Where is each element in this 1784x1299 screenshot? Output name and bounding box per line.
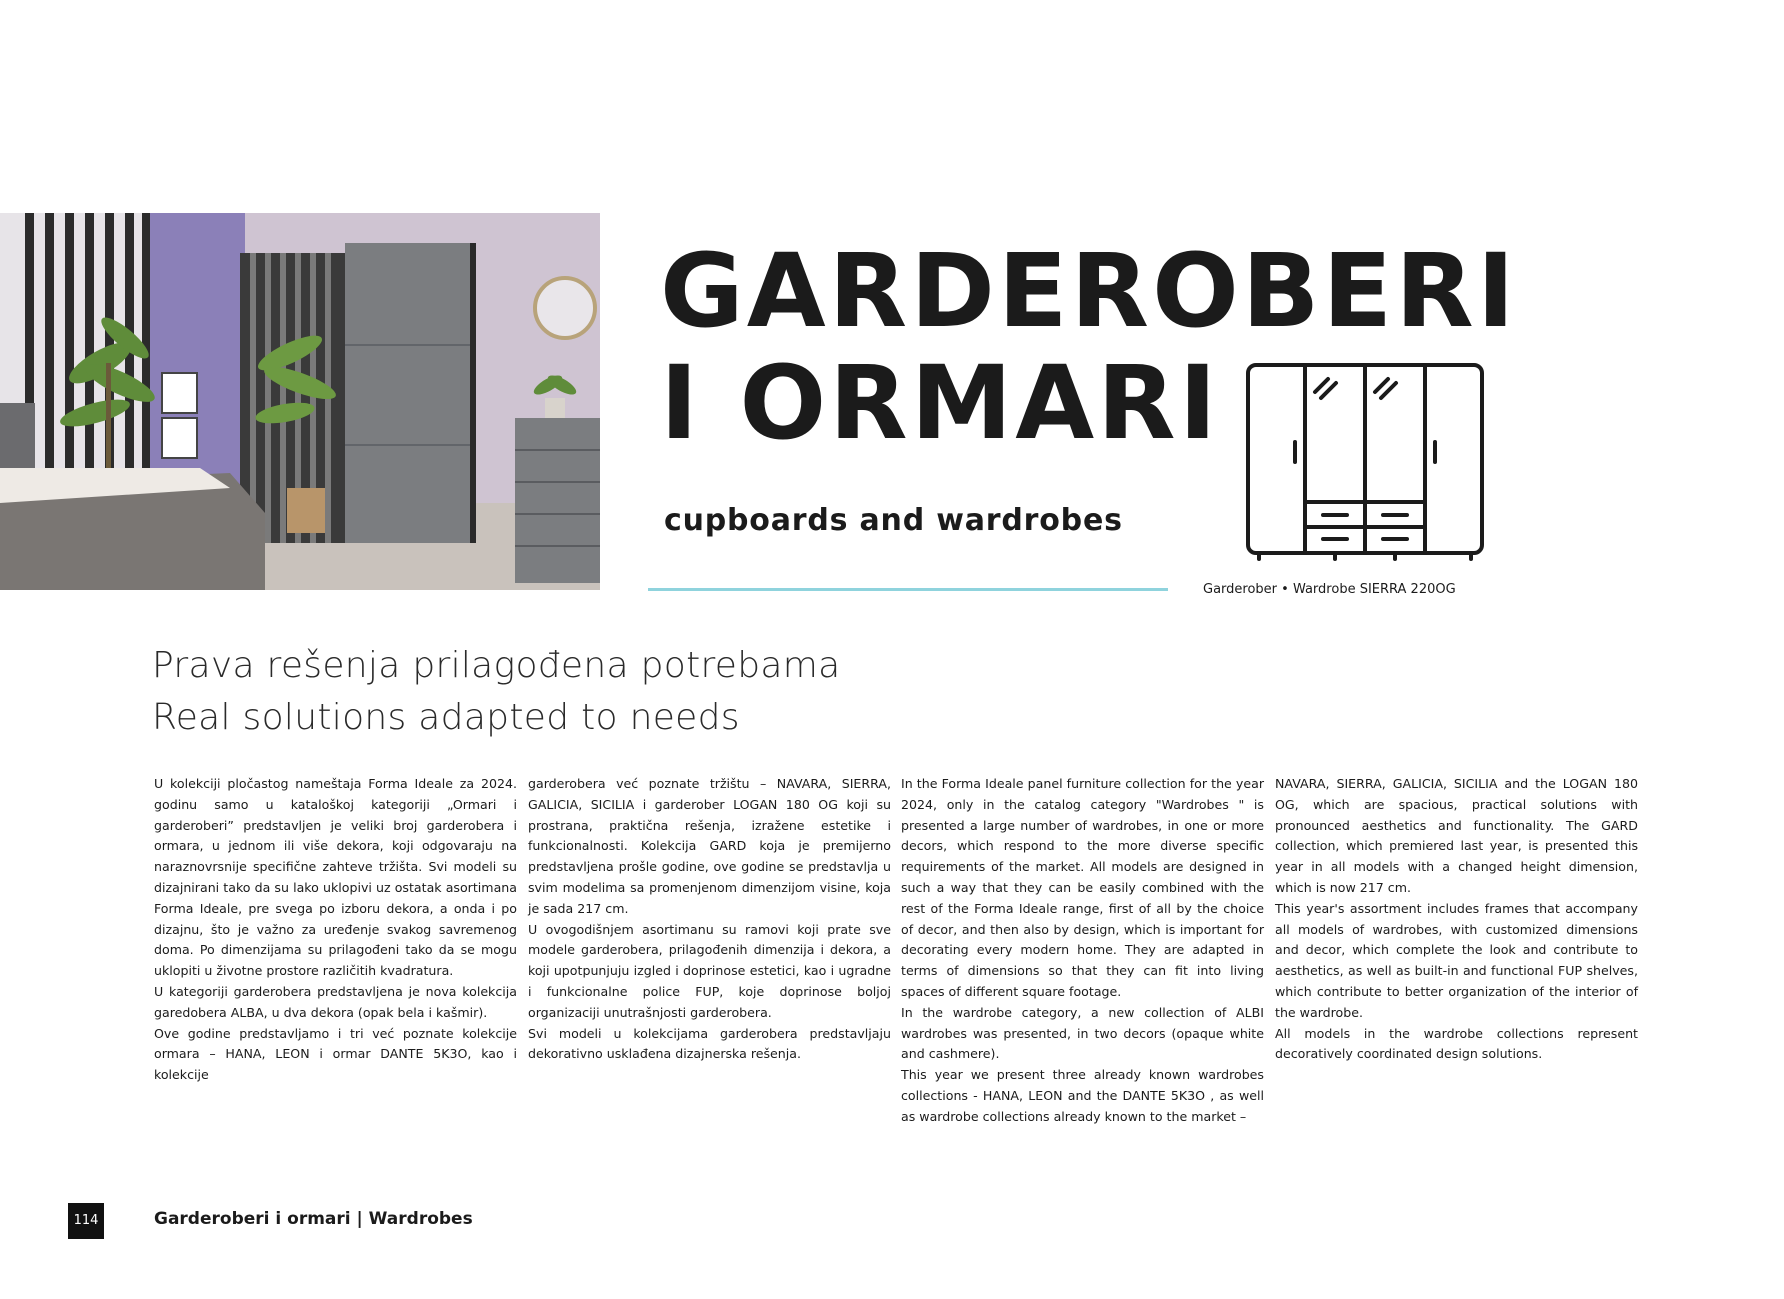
paragraph: In the wardrobe category, a new collection of ALBI wardrobes was presented, in two decors (opaque white and cashmere).	[901, 1004, 1264, 1062]
paragraph: U kolekciji pločastog nameštaja Forma Ideale za 2024. godinu samo u kataloškoj kategoriji „Ormari i garderoberi” predstavljen je veliki broj garderobera i ormara, u jednom ili više dekora, koji odgovaraju na naraznovrsnije specifične zahteve tržišta. Svi modeli su dizajnirani tako da su lako uklopivi uz ostatak asortimana Forma Ideale, pre svega po izboru dekora, a onda i po dizajnu, što je važno za uređenje svakog savremenog doma. Po dimenzijama su prilagođeni tako da se mogu uklopiti u životne prostore različitih kvadratura.	[154, 776, 517, 979]
headline-line-2: Real solutions adapted to needs	[152, 697, 740, 738]
subtitle: cupboards and wardrobes	[664, 503, 1123, 538]
paragraph: This year we present three already known wardrobes collections - HANA, LEON and the DANTE 5K3O , as well as wardrobe collections already known to the market –	[901, 1067, 1264, 1124]
paragraph: NAVARA, SIERRA, GALICIA, SICILIA and the LOGAN 180 OG, which are spacious, practical solutions with pronounced aesthetics and functionality. The GARD collection, which premiered last year, is presented this year in all models with a changed height dimension, which is now 217 cm.	[1275, 776, 1638, 895]
product-photo	[0, 213, 600, 590]
text-column-2	[528, 774, 891, 1065]
accent-divider	[648, 588, 1168, 591]
paragraph: U ovogodišnjem asortimanu su ramovi koji prate sve modele garderobera, prilagođenih dimenzija i dekora, a koji upotpunjuju izgled i doprinose estetici, kao i ugradne i funkcionalne police FUP, koje doprinose boljoj organizaciji unutrašnjosti garderobera.	[528, 921, 891, 1020]
text-column-4	[1275, 774, 1638, 1065]
paragraph: garderobera već poznate tržištu – NAVARA, SIERRA, GALICIA, SICILIA i garderober LOGAN 180 OG koji su prostrana, praktična rešenja, izražene estetike i funkcionalnosti. Kolekcija GARD koja je premijerno predstavljena prošle godine, ove godine se predstavlja u svim modelima sa promenjenom dimenzijom visine, koja je sada 217 cm.	[528, 776, 891, 916]
paragraph: Svi modeli u kolekcijama garderobera predstavljaju dekorativno usklađena dizajnerska rešenja.	[528, 1025, 891, 1062]
paragraph: This year's assortment includes frames that accompany all models of wardrobes, with customized dimensions and decor, which complete the look and contribute to aesthetics, as well as built-in and functional FUP shelves, which contribute to better organization of the interior of the wardrobe.	[1275, 900, 1638, 1020]
section-headline	[152, 640, 841, 744]
text-column-3	[901, 774, 1264, 1128]
photo-caption: Garderober • Wardrobe SIERRA 220OG	[1203, 582, 1456, 597]
title-line-2: I ORMARI	[660, 344, 1220, 463]
headline-line-1: Prava rešenja prilagođena potrebama	[152, 645, 841, 686]
paragraph: In the Forma Ideale panel furniture collection for the year 2024, only in the catalog category "Wardrobes " is presented a large number of wardrobes, in one or more decors, which respond to the more diverse specific requirements of the market. All models are designed in such a way that they can be easily combined with the rest of the Forma Ideale range, first of all by the choice of decor, and then also by design, which is important for decorating every modern home. They are adapted in terms of dimensions so that they can fit into living spaces of different square footage.	[901, 776, 1264, 999]
paragraph: U kategoriji garderobera predstavljena je nova kolekcija garedobera ALBA, u dva dekora (opak bela i kašmir).	[154, 983, 517, 1020]
text-column-1	[154, 774, 517, 1086]
paragraph: Ove godine predstavljamo i tri već poznate kolekcije ormara – HANA, LEON i ormar DANTE 5K3O, kao i kolekcije	[154, 1025, 517, 1083]
title-line-1: GARDEROBERI	[660, 232, 1518, 351]
bedroom-wardrobe-image	[0, 213, 600, 590]
footer-section-label: Garderoberi i ormari | Wardrobes	[154, 1209, 473, 1229]
page-number-badge: 114	[68, 1203, 104, 1239]
wardrobe-icon	[1245, 362, 1485, 566]
paragraph: All models in the wardrobe collections represent decoratively coordinated design solutions.	[1275, 1025, 1638, 1062]
